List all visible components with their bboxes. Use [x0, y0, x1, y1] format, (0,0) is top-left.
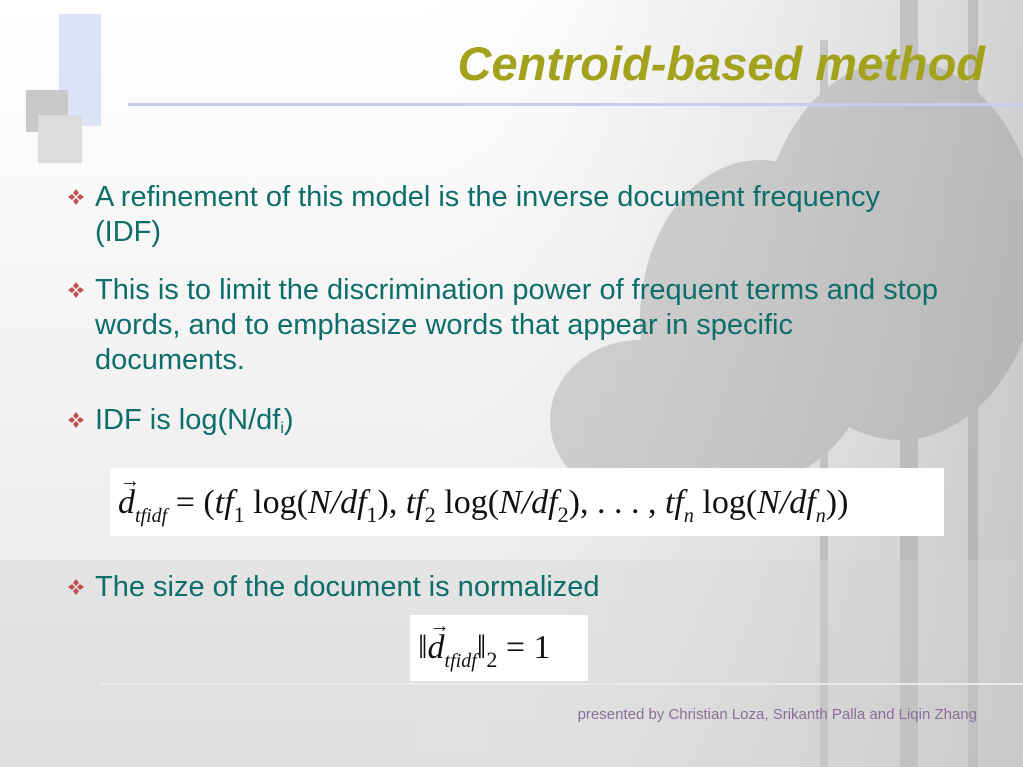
vector-d: → d [427, 615, 450, 666]
formula-equals: = [175, 484, 195, 521]
bullet-text: The size of the document is normalized [95, 571, 600, 603]
formula-idx: 2 [424, 502, 436, 527]
norm-bars: ‖ [476, 629, 487, 666]
idf-subscript: i [280, 420, 284, 437]
formula-open: ( [203, 484, 215, 521]
formula-df: /df [330, 484, 367, 521]
formula-close: )) [825, 484, 849, 521]
formula-log: log( [702, 484, 758, 521]
bullet-text [95, 403, 946, 446]
idf-close: ) [283, 404, 294, 436]
formula-close: ) [377, 484, 389, 521]
formula-idx: 1 [233, 502, 245, 527]
norm-rhs: = 1 [505, 629, 551, 666]
formula-log: log( [444, 484, 500, 521]
formula-N: N [307, 484, 331, 521]
bullet-item [66, 570, 946, 605]
slide-title: Centroid-based method [457, 37, 985, 90]
formula-sep: , [388, 484, 406, 521]
formula-close: ) [568, 484, 580, 521]
formula-subscript: tfidf [444, 650, 477, 672]
norm-formula [410, 615, 588, 681]
formula-df: /df [521, 484, 558, 521]
vector-arrow-icon: → [429, 615, 450, 637]
decor-square-lightgray [38, 115, 82, 163]
formula-subscript: tfidf [135, 505, 168, 527]
four-diamond-bullet-icon [66, 410, 86, 430]
formula-idx: n [815, 505, 826, 527]
slide-footer: presented by Christian Loza, Srikanth Palla and Liqin Zhang [577, 706, 977, 723]
formula-tf: tf [664, 484, 684, 521]
formula-tf: tf [214, 484, 234, 521]
title-underline [128, 103, 1023, 106]
formula-N: N [499, 484, 522, 521]
vector-d: → d [118, 470, 140, 521]
bullet-item [66, 180, 946, 250]
formula-ellipsis: , . . . , [579, 484, 665, 521]
four-diamond-bullet-icon [66, 280, 86, 300]
bullet-item [66, 403, 946, 446]
norm-subscript: 2 [486, 647, 498, 672]
norm-bars: ‖ [418, 629, 428, 666]
four-diamond-bullet-icon [66, 577, 86, 597]
tfidf-formula [110, 468, 944, 536]
vector-arrow-icon: → [120, 470, 140, 492]
idf-text: IDF is log(N/df [95, 404, 281, 436]
footer-band [100, 683, 1023, 685]
formula-idx: 2 [557, 502, 569, 527]
formula-idx: n [683, 505, 694, 527]
bullet-text: This is to limit the discrimination power of frequent terms and stop words, and to emphasize words that appear in specific documents. [95, 274, 938, 376]
formula-tf: tf [405, 484, 425, 521]
formula-idx: 1 [366, 502, 378, 527]
four-diamond-bullet-icon [66, 187, 86, 207]
formula-df: /df [779, 484, 816, 521]
formula-log: log( [253, 484, 308, 521]
bullet-text: A refinement of this model is the inverse document frequency (IDF) [95, 181, 881, 248]
bullet-item [66, 273, 946, 378]
formula-N: N [757, 484, 780, 521]
